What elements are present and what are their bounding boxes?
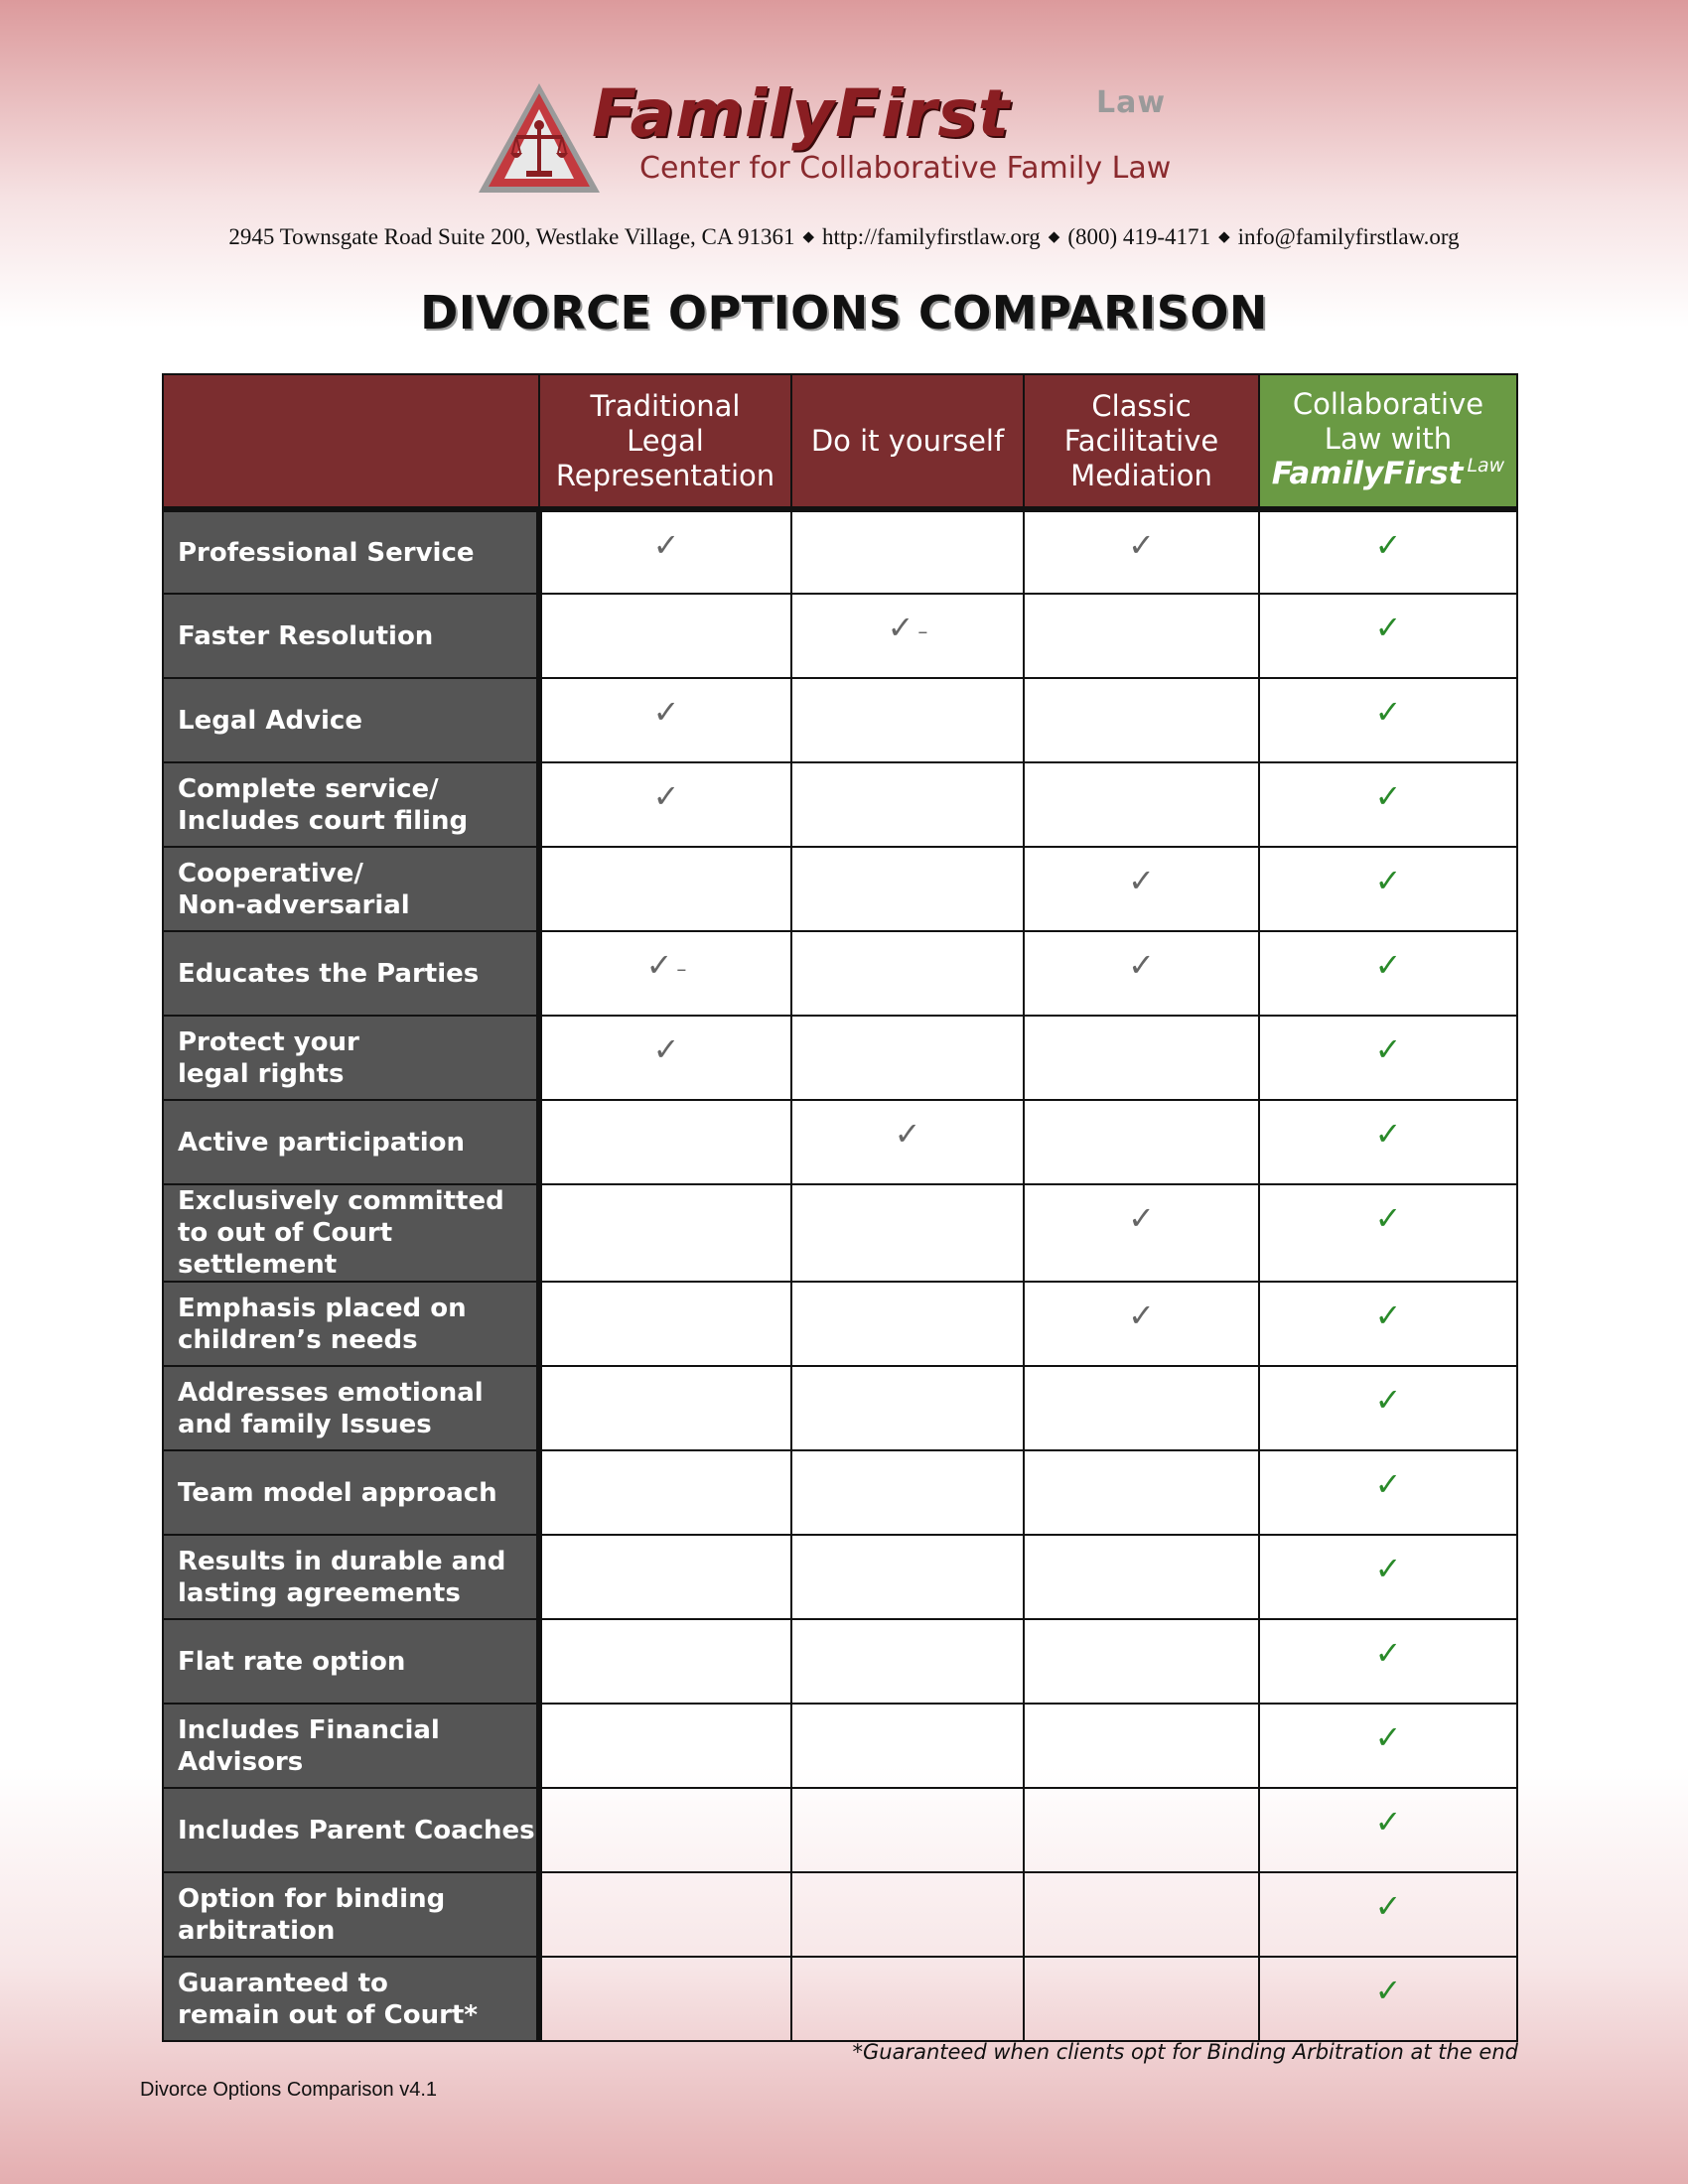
- diamond-icon: ◆: [802, 229, 815, 245]
- table-cell: [1024, 1872, 1259, 1957]
- row-label: Faster Resolution: [163, 594, 539, 678]
- table-cell: [1024, 931, 1259, 1016]
- check-minus-icon: ✓ –: [887, 609, 928, 646]
- table-cell: [539, 1016, 791, 1100]
- table-cell: [1259, 1872, 1517, 1957]
- row-label: Team model approach: [163, 1450, 539, 1535]
- table-cell: [1259, 1788, 1517, 1872]
- table-row: [163, 1450, 1517, 1535]
- table-row: [163, 1100, 1517, 1184]
- column-header: Classic Facilitative Mediation: [1024, 374, 1259, 509]
- row-label: Flat rate option: [163, 1619, 539, 1704]
- table-row: [163, 1184, 1517, 1282]
- check-minus-icon: ✓ –: [645, 946, 687, 984]
- brand-name: FamilyFirst: [592, 75, 1011, 152]
- table-cell: [539, 847, 791, 931]
- table-cell: [539, 762, 791, 847]
- check-icon: ✓: [1128, 1199, 1155, 1237]
- check-icon: ✓: [1374, 1887, 1402, 1925]
- check-icon: ✓: [652, 693, 680, 731]
- table-cell: [1259, 762, 1517, 847]
- website-link[interactable]: http://familyfirstlaw.org: [822, 224, 1041, 249]
- table-cell: [539, 1366, 791, 1450]
- table-cell: [1024, 1535, 1259, 1619]
- row-label: Includes Financial Advisors: [163, 1704, 539, 1788]
- table-cell: [1024, 1957, 1259, 2041]
- column-header-highlight: Collaborative Law with FamilyFirst $^{Law}$: [1259, 374, 1517, 509]
- check-icon: ✓: [1374, 609, 1402, 646]
- column-header: Traditional Legal Representation: [539, 374, 791, 509]
- table-cell: [539, 1450, 791, 1535]
- table-row: [163, 1619, 1517, 1704]
- check-icon: ✓: [1374, 1199, 1402, 1237]
- table-cell: [539, 1282, 791, 1366]
- table-cell: [791, 1957, 1024, 2041]
- brand-suffix: Law: [1467, 454, 1505, 477]
- table-cell: [1259, 1184, 1517, 1282]
- tagline: Center for Collaborative Family Law: [639, 151, 1172, 186]
- table-header-row: [163, 374, 1517, 509]
- check-icon: ✓: [1374, 1550, 1402, 1587]
- table-cell: [539, 1619, 791, 1704]
- table-row: [163, 1704, 1517, 1788]
- table-cell: [791, 509, 1024, 594]
- table-cell: [539, 1704, 791, 1788]
- row-label: Option for binding arbitration: [163, 1872, 539, 1957]
- check-icon: ✓: [1128, 946, 1155, 984]
- table-cell: [1259, 594, 1517, 678]
- check-icon: ✓: [1374, 693, 1402, 731]
- check-icon: ✓: [1374, 1030, 1402, 1068]
- table-row: [163, 509, 1517, 594]
- table-cell: [1259, 1450, 1517, 1535]
- check-icon: ✓: [1374, 526, 1402, 564]
- check-icon: ✓: [1374, 1297, 1402, 1334]
- table-cell: [1024, 1100, 1259, 1184]
- table-cell: [1024, 1619, 1259, 1704]
- diamond-icon: ◆: [1218, 229, 1230, 245]
- check-icon: ✓: [1374, 1634, 1402, 1672]
- check-icon: ✓: [1374, 1972, 1402, 2009]
- table-cell: [791, 594, 1024, 678]
- table-cell: [791, 847, 1024, 931]
- logo: [475, 75, 1219, 199]
- table-cell: [1024, 594, 1259, 678]
- table-cell: [1024, 678, 1259, 762]
- table-cell: [1024, 1016, 1259, 1100]
- check-icon: ✓: [1128, 526, 1155, 564]
- table-cell: [1259, 1704, 1517, 1788]
- check-icon: ✓: [652, 777, 680, 815]
- check-icon: ✓: [652, 526, 680, 564]
- row-label: Legal Advice: [163, 678, 539, 762]
- table-cell: [1024, 1366, 1259, 1450]
- row-label: Emphasis placed on children’s needs: [163, 1282, 539, 1366]
- table-row: [163, 1282, 1517, 1366]
- row-label: Protect your legal rights: [163, 1016, 539, 1100]
- comparison-table: [162, 373, 1518, 2042]
- table-cell: [1024, 1450, 1259, 1535]
- table-cell: [1024, 1282, 1259, 1366]
- table-cell: [1024, 1788, 1259, 1872]
- table-cell: [1259, 509, 1517, 594]
- row-label: Exclusively committed to out of Court settlement: [163, 1184, 539, 1282]
- footer-version: Divorce Options Comparison v4.1: [140, 2079, 438, 2101]
- row-label: Includes Parent Coaches: [163, 1788, 539, 1872]
- table-cell: [1259, 1016, 1517, 1100]
- table-cell: [1259, 1366, 1517, 1450]
- table-cell: [791, 1450, 1024, 1535]
- table-cell: [539, 931, 791, 1016]
- table-cell: [539, 1184, 791, 1282]
- table-cell: [1259, 1957, 1517, 2041]
- table-cell: [539, 1100, 791, 1184]
- table-cell: [791, 931, 1024, 1016]
- row-label: Guaranteed to remain out of Court*: [163, 1957, 539, 2041]
- table-row: [163, 1366, 1517, 1450]
- table-cell: [539, 1535, 791, 1619]
- email-link[interactable]: info@familyfirstlaw.org: [1237, 224, 1460, 249]
- table-row: [163, 678, 1517, 762]
- table-cell: [791, 1184, 1024, 1282]
- check-icon: ✓: [1374, 1803, 1402, 1841]
- table-row: [163, 931, 1517, 1016]
- diamond-icon: ◆: [1048, 229, 1060, 245]
- table-cell: [539, 509, 791, 594]
- check-icon: ✓: [1374, 1465, 1402, 1503]
- row-label: Active participation: [163, 1100, 539, 1184]
- check-icon: ✓: [1374, 946, 1402, 984]
- table-row: [163, 1872, 1517, 1957]
- row-label: Cooperative/ Non-adversarial: [163, 847, 539, 931]
- check-icon: ✓: [1374, 1718, 1402, 1756]
- table-cell: [1259, 678, 1517, 762]
- table-cell: [791, 1619, 1024, 1704]
- table-cell: [1024, 509, 1259, 594]
- table-cell: [791, 1366, 1024, 1450]
- scales-of-justice-icon: [475, 79, 604, 199]
- table-cell: [1024, 762, 1259, 847]
- check-icon: ✓: [1374, 1115, 1402, 1153]
- row-label: Professional Service: [163, 509, 539, 594]
- table-cell: [539, 1957, 791, 2041]
- table-cell: [1259, 931, 1517, 1016]
- table-row: [163, 594, 1517, 678]
- table-cell: [539, 1788, 791, 1872]
- table-cell: [1259, 1282, 1517, 1366]
- table-row: [163, 1016, 1517, 1100]
- table-cell: [1024, 847, 1259, 931]
- table-cell: [791, 1535, 1024, 1619]
- table-cell: [791, 1282, 1024, 1366]
- page-title: DIVORCE OPTIONS COMPARISON: [420, 286, 1268, 340]
- table-cell: [1259, 1619, 1517, 1704]
- check-icon: ✓: [1128, 862, 1155, 899]
- row-label: Complete service/ Includes court filing: [163, 762, 539, 847]
- table-cell: [539, 678, 791, 762]
- table-cell: [1024, 1184, 1259, 1282]
- table-cell: [539, 594, 791, 678]
- check-icon: ✓: [1374, 862, 1402, 899]
- check-icon: ✓: [652, 1030, 680, 1068]
- table-cell: [539, 1872, 791, 1957]
- check-icon: ✓: [894, 1115, 921, 1153]
- table-row: [163, 847, 1517, 931]
- table-row: [163, 762, 1517, 847]
- table-cell: [791, 1100, 1024, 1184]
- table-cell: [791, 1704, 1024, 1788]
- table-row: [163, 1957, 1517, 2041]
- check-icon: ✓: [1128, 1297, 1155, 1334]
- check-icon: ✓: [1374, 1381, 1402, 1419]
- table-cell: [1259, 1535, 1517, 1619]
- phone-text: (800) 419-4171: [1067, 224, 1211, 249]
- table-row: [163, 1788, 1517, 1872]
- header-blank-cell: [163, 374, 539, 509]
- column-header: Do it yourself: [791, 374, 1024, 509]
- footnote: *Guaranteed when clients opt for Binding Arbitration at the end: [852, 2040, 1518, 2064]
- table-cell: [1259, 1100, 1517, 1184]
- brand-name: FamilyFirst: [1271, 455, 1464, 491]
- table-cell: [791, 678, 1024, 762]
- table-cell: [791, 1872, 1024, 1957]
- table-row: [163, 1535, 1517, 1619]
- brand-suffix: Law: [1096, 85, 1167, 120]
- table-cell: [791, 762, 1024, 847]
- table-cell: [791, 1788, 1024, 1872]
- address-text: 2945 Townsgate Road Suite 200, Westlake Village, CA 91361: [228, 224, 795, 249]
- row-label: Results in durable and lasting agreements: [163, 1535, 539, 1619]
- check-icon: ✓: [1374, 777, 1402, 815]
- table-cell: [1024, 1704, 1259, 1788]
- contact-line: [0, 224, 1688, 250]
- table-cell: [791, 1016, 1024, 1100]
- row-label: Addresses emotional and family Issues: [163, 1366, 539, 1450]
- table-cell: [1259, 847, 1517, 931]
- row-label: Educates the Parties: [163, 931, 539, 1016]
